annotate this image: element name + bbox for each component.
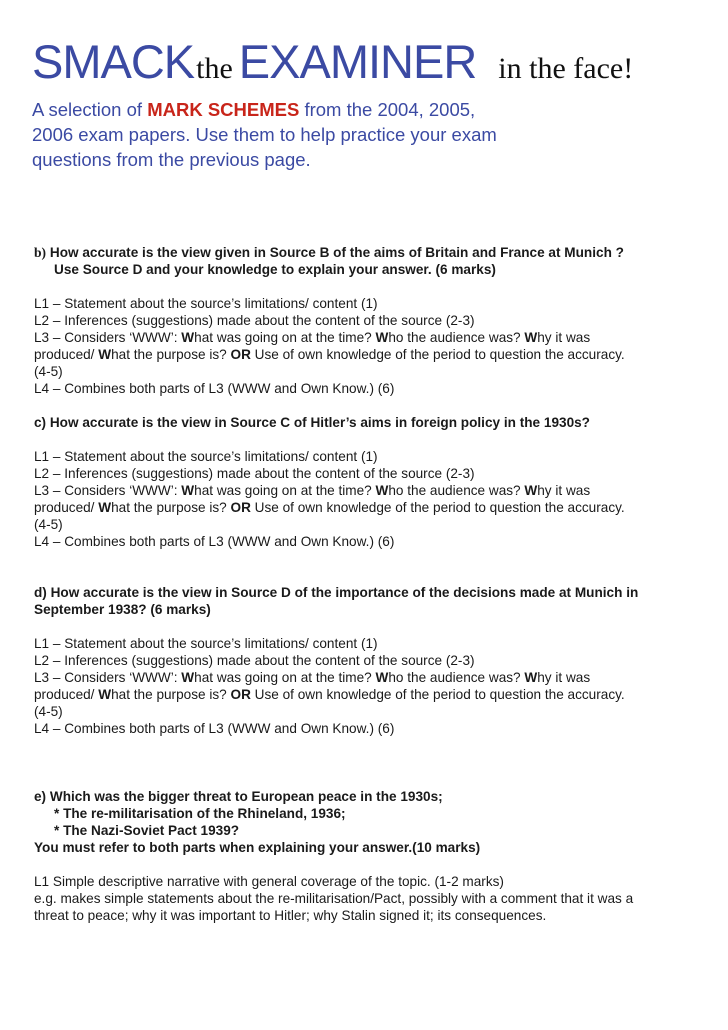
level-3-line-1 <box>34 482 704 499</box>
l3-text: Use of own knowledge of the period to question the accuracy. <box>250 687 625 702</box>
level-2: L2 – Inferences (suggestions) made about the content of the source (2-3) <box>34 466 475 481</box>
intro-line-2: 2006 exam papers. Use them to help practice your exam <box>32 124 497 145</box>
l3-text: L3 – Considers ‘WWW’: <box>34 483 182 498</box>
l3-text: hat was going on at the time? <box>194 670 376 685</box>
title-in-the-face: in the face! <box>498 52 634 85</box>
or-bold: OR <box>230 687 251 702</box>
mark-scheme-content <box>34 244 704 924</box>
question-b-line-2: Use Source D and your knowledge to explain your answer. (6 marks) <box>54 262 496 277</box>
title-the: the <box>196 52 233 85</box>
question-d-line-1: d) How accurate is the view in Source D of the importance of the decisions made at Munich in <box>34 585 639 600</box>
l3-text: hat was going on at the time? <box>194 330 376 345</box>
l3-text: hat the purpose is? <box>111 687 231 702</box>
question-e-level-1: L1 Simple descriptive narrative with general coverage of the topic. (1-2 marks) <box>34 874 504 889</box>
w-bold: W <box>375 670 389 685</box>
w-bold: W <box>375 483 389 498</box>
l3-text: hy it was <box>537 670 591 685</box>
question-b-levels <box>34 295 704 397</box>
l3-text: Use of own knowledge of the period to question the accuracy. <box>250 500 625 515</box>
l3-text: hy it was <box>537 483 591 498</box>
w-bold: W <box>375 330 389 345</box>
level-3-line-2 <box>34 499 704 516</box>
level-3-line-3: (4-5) <box>34 517 63 532</box>
l3-text: ho the audience was? <box>388 483 525 498</box>
or-bold: OR <box>230 500 251 515</box>
question-e-levels <box>34 873 704 924</box>
question-b-letter: b) <box>34 245 47 260</box>
w-bold: W <box>98 687 112 702</box>
level-2: L2 – Inferences (suggestions) made about the content of the source (2-3) <box>34 653 475 668</box>
question-e <box>34 788 704 856</box>
intro-line-3: questions from the previous page. <box>32 149 311 170</box>
l3-text: hy it was <box>537 330 591 345</box>
l3-text: ho the audience was? <box>388 670 525 685</box>
question-b <box>34 244 704 278</box>
level-4: L4 – Combines both parts of L3 (WWW and Own Know.) (6) <box>34 381 395 396</box>
level-3-line-2 <box>34 346 704 363</box>
or-bold: OR <box>230 347 251 362</box>
level-4: L4 – Combines both parts of L3 (WWW and Own Know.) (6) <box>34 534 395 549</box>
question-d <box>34 584 704 618</box>
question-b-line-1 <box>34 244 704 261</box>
intro-before: A selection of <box>32 99 148 120</box>
title-banner <box>32 35 634 88</box>
w-bold: W <box>98 347 112 362</box>
mark-schemes-highlight: MARK SCHEMES <box>147 99 300 120</box>
question-e-level-1-example-1: e.g. makes simple statements about the re-militarisation/Pact, possibly with a comment that it was a <box>34 891 634 906</box>
question-b-text-1: How accurate is the view given in Source B of the aims of Britain and France at Munich ? <box>46 245 624 260</box>
l3-text: hat the purpose is? <box>111 347 231 362</box>
w-bold: W <box>524 483 538 498</box>
question-d-levels <box>34 635 704 737</box>
level-3-line-3: (4-5) <box>34 364 63 379</box>
question-e-line-1: e) Which was the bigger threat to European peace in the 1930s; <box>34 789 443 804</box>
level-3-line-2 <box>34 686 704 703</box>
level-3-line-1 <box>34 329 704 346</box>
l3-text: hat was going on at the time? <box>194 483 376 498</box>
level-1: L1 – Statement about the source’s limitations/ content (1) <box>34 296 378 311</box>
intro-line1-after: from the 2004, 2005, <box>299 99 476 120</box>
level-1: L1 – Statement about the source’s limitations/ content (1) <box>34 636 378 651</box>
l3-text: Use of own knowledge of the period to question the accuracy. <box>250 347 625 362</box>
l3-text: ho the audience was? <box>388 330 525 345</box>
question-e-line-2: * The re-militarisation of the Rhineland, 1936; <box>54 806 346 821</box>
question-c: c) How accurate is the view in Source C of Hitler’s aims in foreign policy in the 1930s? <box>34 415 590 430</box>
question-c-levels <box>34 448 704 550</box>
l3-text: produced/ <box>34 687 99 702</box>
level-1: L1 – Statement about the source’s limitations/ content (1) <box>34 449 378 464</box>
title-smack: SMACK <box>32 35 195 88</box>
w-bold: W <box>524 670 538 685</box>
l3-text: produced/ <box>34 500 99 515</box>
level-4: L4 – Combines both parts of L3 (WWW and Own Know.) (6) <box>34 721 395 736</box>
question-e-level-1-example-2: threat to peace; why it was important to Hitler; why Stalin signed it; its consequences. <box>34 908 547 923</box>
question-e-line-4: You must refer to both parts when explaining your answer.(10 marks) <box>34 840 481 855</box>
w-bold: W <box>98 500 112 515</box>
w-bold: W <box>181 670 195 685</box>
level-3-line-3: (4-5) <box>34 704 63 719</box>
w-bold: W <box>524 330 538 345</box>
l3-text: L3 – Considers ‘WWW’: <box>34 330 182 345</box>
l3-text: L3 – Considers ‘WWW’: <box>34 670 182 685</box>
question-d-line-2: September 1938? (6 marks) <box>34 602 211 617</box>
title-examiner: EXAMINER <box>238 35 477 88</box>
w-bold: W <box>181 330 195 345</box>
question-e-line-3: * The Nazi-Soviet Pact 1939? <box>54 823 240 838</box>
intro-text <box>32 97 712 172</box>
level-2: L2 – Inferences (suggestions) made about the content of the source (2-3) <box>34 313 475 328</box>
intro-line-1 <box>32 97 712 122</box>
l3-text: hat the purpose is? <box>111 500 231 515</box>
w-bold: W <box>181 483 195 498</box>
level-3-line-1 <box>34 669 704 686</box>
l3-text: produced/ <box>34 347 99 362</box>
